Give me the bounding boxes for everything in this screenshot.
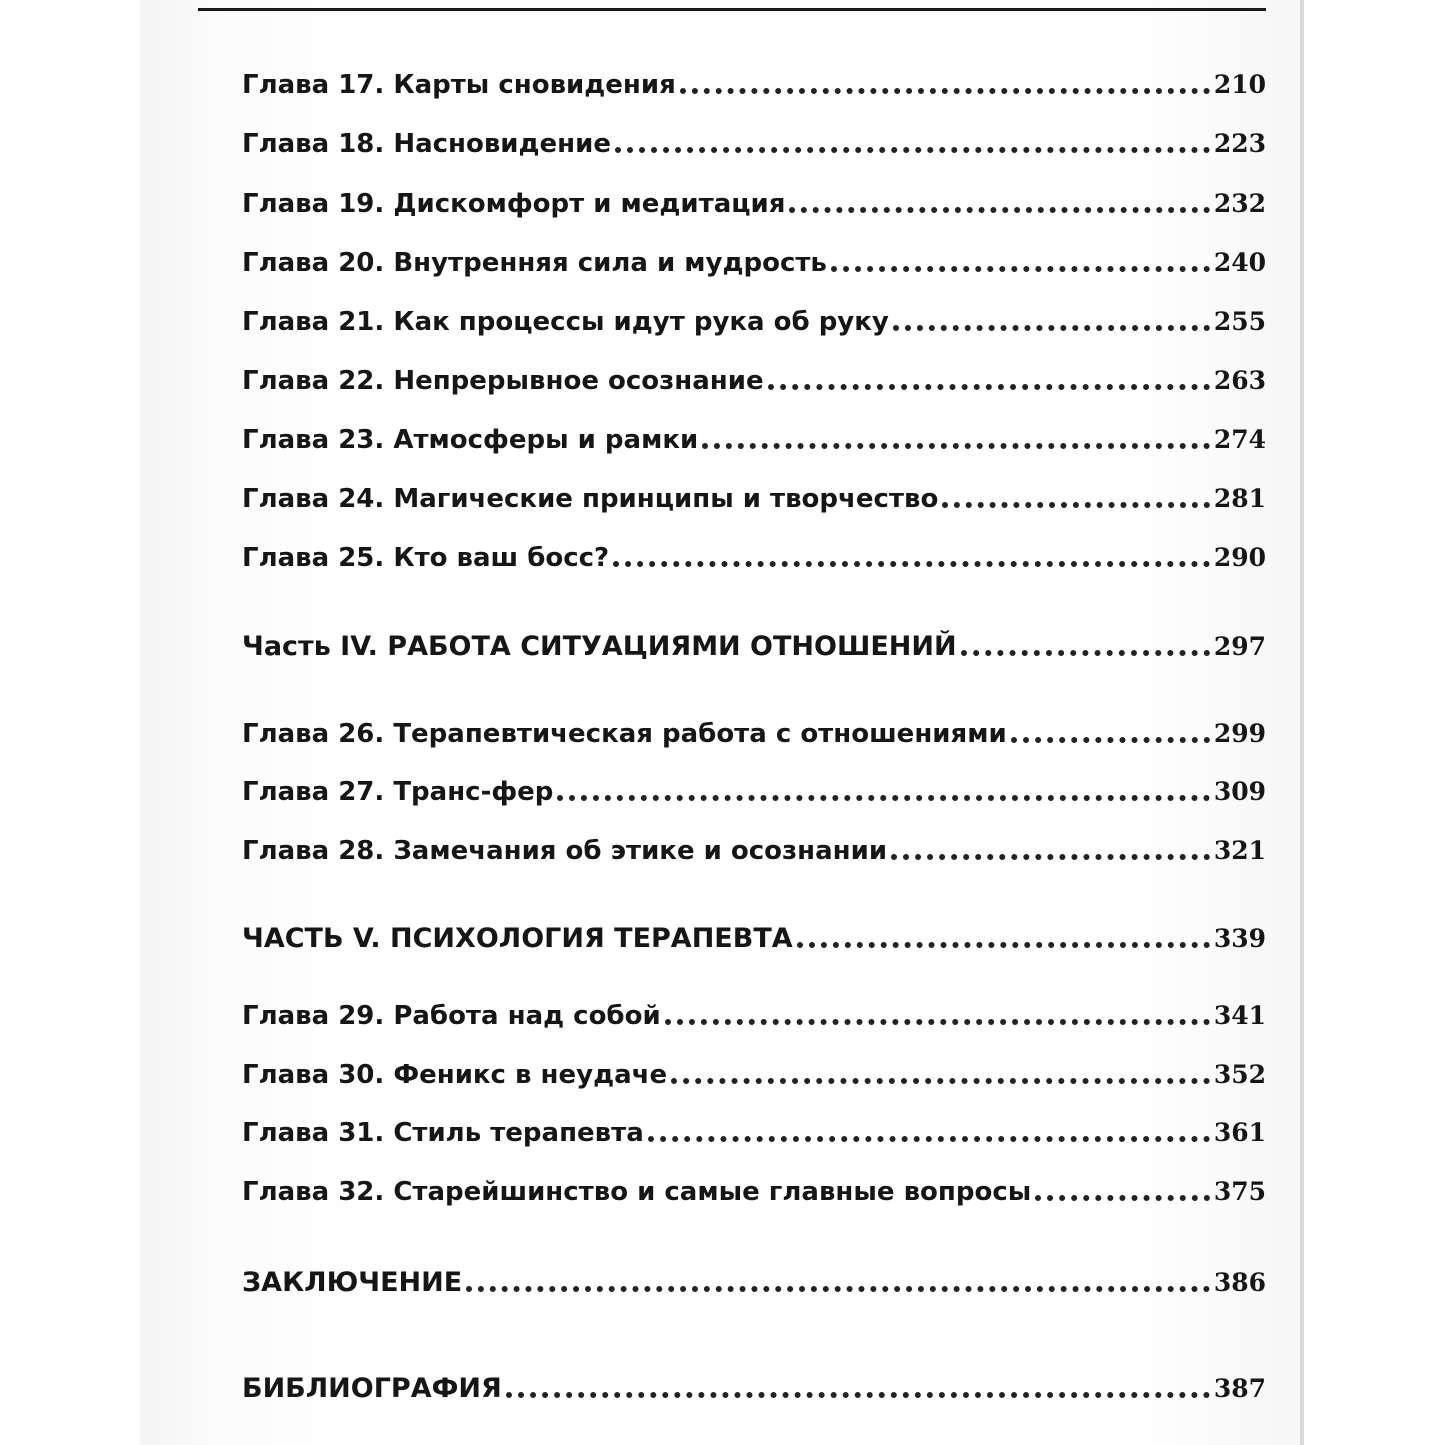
toc-entry-title: БИБЛИОГРАФИЯ <box>242 1373 502 1404</box>
toc-entry-title: Часть IV. РАБОТА СИТУАЦИЯМИ ОТНОШЕНИЙ <box>242 631 957 662</box>
toc-entry-chapter-25 <box>242 529 1266 573</box>
toc-entry-title: ЗАКЛЮЧЕНИЕ <box>242 1267 463 1298</box>
toc-entry-chapter-18 <box>242 115 1266 159</box>
toc-entry-title: Глава 17. Карты сновидения <box>242 70 676 100</box>
toc-entry-page: 375 <box>1213 1177 1266 1206</box>
toc-entry-chapter-21 <box>242 293 1266 337</box>
toc-entry-chapter-31 <box>242 1104 1266 1148</box>
toc-entry-title: Глава 18. Насновидение <box>242 129 611 159</box>
toc-entry-title: Глава 31. Стиль терапевта <box>242 1118 644 1148</box>
dot-leader <box>768 384 1210 390</box>
toc-entry-part-4 <box>242 618 1266 662</box>
dot-leader <box>961 650 1210 656</box>
toc-entry-part-5 <box>242 910 1266 954</box>
toc-entry-chapter-29 <box>242 987 1266 1031</box>
toc-entry-title: Глава 20. Внутренняя сила и мудрость <box>242 248 827 278</box>
toc-entry-title: Глава 23. Атмосферы и рамки <box>242 425 699 455</box>
toc-entry-page: 339 <box>1213 924 1266 953</box>
toc-entry-title: Глава 28. Замечания об этике и осознании <box>242 836 888 866</box>
dot-leader <box>891 854 1210 860</box>
toc-entry-page: 223 <box>1213 129 1266 158</box>
toc-entry-title: Глава 32. Старейшинство и самые главные вопросы <box>242 1177 1032 1207</box>
toc-entry-chapter-19 <box>242 175 1266 219</box>
toc-entry-page: 299 <box>1213 719 1266 748</box>
toc-entry-title: Глава 24. Магические принципы и творчество <box>242 484 939 514</box>
dot-leader <box>789 207 1209 213</box>
dot-leader <box>613 561 1210 567</box>
toc-entry-title: Глава 26. Терапевтическая работа с отношениями <box>242 719 1007 749</box>
toc-entry-title: Глава 22. Непрерывное осознание <box>242 366 764 396</box>
toc-entry-chapter-30 <box>242 1046 1266 1090</box>
toc-entry-title: Глава 21. Как процессы идут рука об руку <box>242 307 889 337</box>
dot-leader <box>942 502 1210 508</box>
toc-entry-page: 240 <box>1213 248 1266 277</box>
toc-entry-chapter-32 <box>242 1163 1266 1207</box>
toc-entry-page: 341 <box>1213 1001 1266 1030</box>
toc-entry-chapter-17 <box>242 56 1266 100</box>
dot-leader <box>893 325 1210 331</box>
dot-leader <box>1035 1195 1210 1201</box>
dot-leader <box>671 1078 1210 1084</box>
toc-entry-page: 387 <box>1213 1374 1266 1403</box>
toc-entry-page: 263 <box>1213 366 1266 395</box>
toc-entry-bibliography <box>242 1360 1266 1404</box>
toc-entry-chapter-24 <box>242 470 1266 514</box>
toc-entry-page: 232 <box>1213 189 1266 218</box>
toc-entry-title: Глава 27. Транс-фер <box>242 777 554 807</box>
toc-entry-page: 274 <box>1213 425 1266 454</box>
dot-leader <box>506 1392 1210 1398</box>
toc-entry-chapter-20 <box>242 234 1266 278</box>
toc-entry-page: 361 <box>1213 1118 1266 1147</box>
toc-entry-page: 297 <box>1213 632 1266 661</box>
dot-leader <box>797 942 1210 948</box>
toc-entry-title: Глава 19. Дискомфорт и медитация <box>242 189 786 219</box>
dot-leader <box>557 795 1209 801</box>
toc-entry-chapter-28 <box>242 822 1266 866</box>
dot-leader <box>466 1286 1210 1292</box>
toc-entry-page: 255 <box>1213 307 1266 336</box>
toc-entry-chapter-26 <box>242 705 1266 749</box>
toc-entry-title: Глава 25. Кто ваш босс? <box>242 543 610 573</box>
dot-leader <box>615 147 1210 153</box>
toc-entry-chapter-27 <box>242 763 1266 807</box>
toc-entry-chapter-22 <box>242 352 1266 396</box>
toc-entry-chapter-23 <box>242 411 1266 455</box>
toc-entry-title: ЧАСТЬ V. ПСИХОЛОГИЯ ТЕРАПЕВТА <box>242 923 793 954</box>
dot-leader <box>665 1019 1210 1025</box>
dot-leader <box>702 443 1210 449</box>
dot-leader <box>1011 737 1210 743</box>
toc-entry-title: Глава 30. Феникс в неудаче <box>242 1060 668 1090</box>
dot-leader <box>680 88 1210 94</box>
toc-entry-page: 352 <box>1213 1060 1266 1089</box>
toc-entry-page: 309 <box>1213 777 1266 806</box>
toc-entry-page: 290 <box>1213 543 1266 572</box>
dot-leader <box>648 1136 1210 1142</box>
toc-entry-page: 321 <box>1213 836 1266 865</box>
toc-entry-title: Глава 29. Работа над собой <box>242 1001 661 1031</box>
toc-entry-page: 281 <box>1213 484 1266 513</box>
dot-leader <box>831 266 1210 272</box>
toc-entry-page: 210 <box>1213 70 1266 99</box>
toc-entry-page: 386 <box>1213 1268 1266 1297</box>
toc-entry-conclusion <box>242 1254 1266 1298</box>
